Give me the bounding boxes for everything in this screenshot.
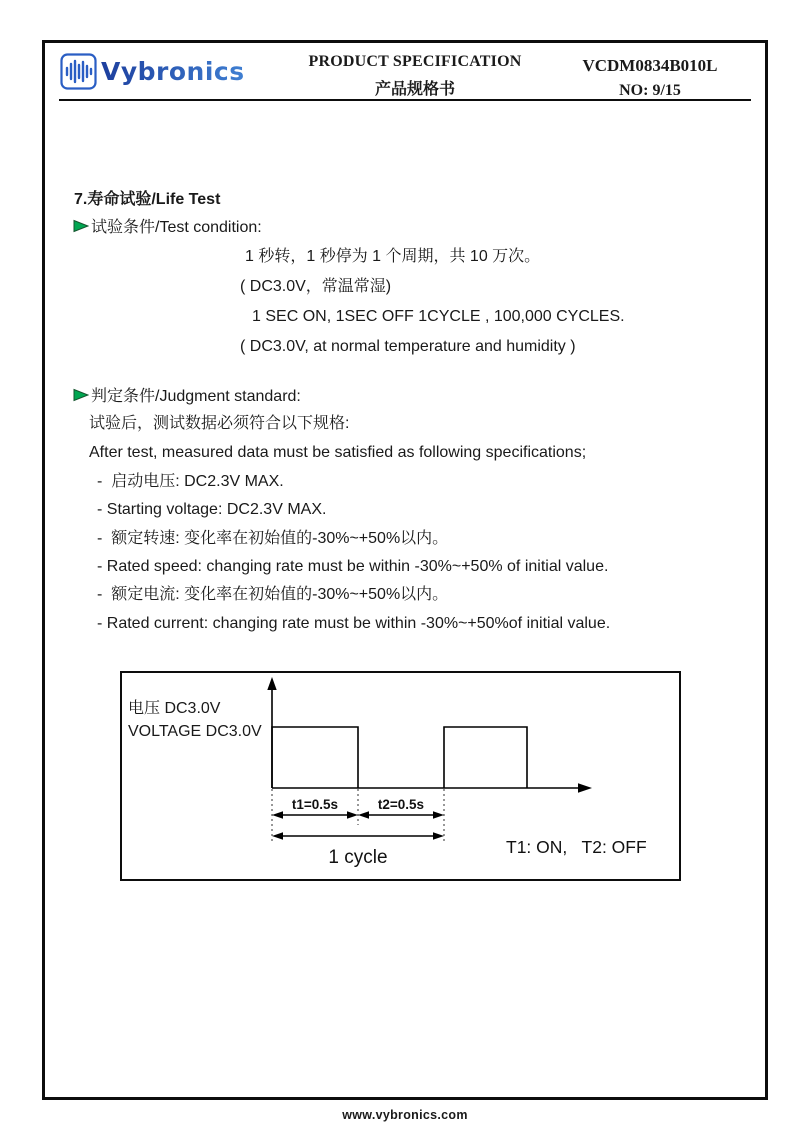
website-footer: www.vybronics.com <box>342 1108 468 1122</box>
t2-label: t2=0.5s <box>377 797 425 812</box>
section-title: 7.寿命试验/Life Test <box>74 191 221 208</box>
condition-line: 1 SEC ON, 1SEC OFF 1CYCLE , 100,000 CYCLES. <box>252 308 625 325</box>
doc-title-en: PRODUCT SPECIFICATION <box>308 53 522 70</box>
judgment-item: - 启动电压: DC2.3V MAX. <box>97 473 284 490</box>
voltage-label-zh: 电压 DC3.0V <box>128 700 221 717</box>
condition-line: ( DC3.0V, at normal temperature and humidity ) <box>240 338 576 355</box>
judgment-intro-zh: 试验后，测试数据必须符合以下规格: <box>89 415 350 432</box>
judgment-intro-en: After test, measured data must be satisfied as following specifications; <box>89 444 587 461</box>
test-condition-heading: 试验条件/Test condition: <box>91 219 262 236</box>
voltage-label-en: VOLTAGE DC3.0V <box>128 723 262 740</box>
vybronics-logo <box>60 53 245 90</box>
judgment-item: - 额定转速: 变化率在初始值的-30%~+50%以内。 <box>97 530 449 547</box>
t1-label: t1=0.5s <box>291 797 339 812</box>
test-condition-heading-row <box>73 214 262 237</box>
green-flag-icon <box>73 219 89 233</box>
judgment-item: - Rated current: changing rate must be within -30%~+50%of initial value. <box>97 615 611 632</box>
condition-line: 1 秒转，1 秒停为 1 个周期，共 10 万次。 <box>245 248 541 265</box>
header-divider <box>59 99 751 101</box>
waveform-plot <box>122 673 679 879</box>
vybronics-logo-icon <box>60 53 97 90</box>
judgment-item: - Rated speed: changing rate must be within -30%~+50% of initial value. <box>97 558 609 575</box>
judgment-item: - 额定电流: 变化率在初始值的-30%~+50%以内。 <box>97 586 449 603</box>
judgment-item: - Starting voltage: DC2.3V MAX. <box>97 501 327 518</box>
judgment-heading: 判定条件/Judgment standard: <box>91 388 301 405</box>
page-number: NO: 9/15 <box>619 82 681 99</box>
life-test-waveform-diagram <box>120 671 681 881</box>
doc-title-zh: 产品规格书 <box>374 81 455 98</box>
t1-t2-legend: T1: ON, T2: OFF <box>506 837 647 857</box>
logo-wordmark: Vybronics <box>101 57 245 86</box>
spec-page-frame <box>42 40 768 1100</box>
cycle-label: 1 cycle <box>328 847 388 868</box>
condition-line: ( DC3.0V，常温常湿) <box>240 278 392 295</box>
green-flag-icon <box>73 388 89 402</box>
judgment-heading-row <box>73 383 301 406</box>
model-number: VCDM0834B010L <box>582 56 718 75</box>
